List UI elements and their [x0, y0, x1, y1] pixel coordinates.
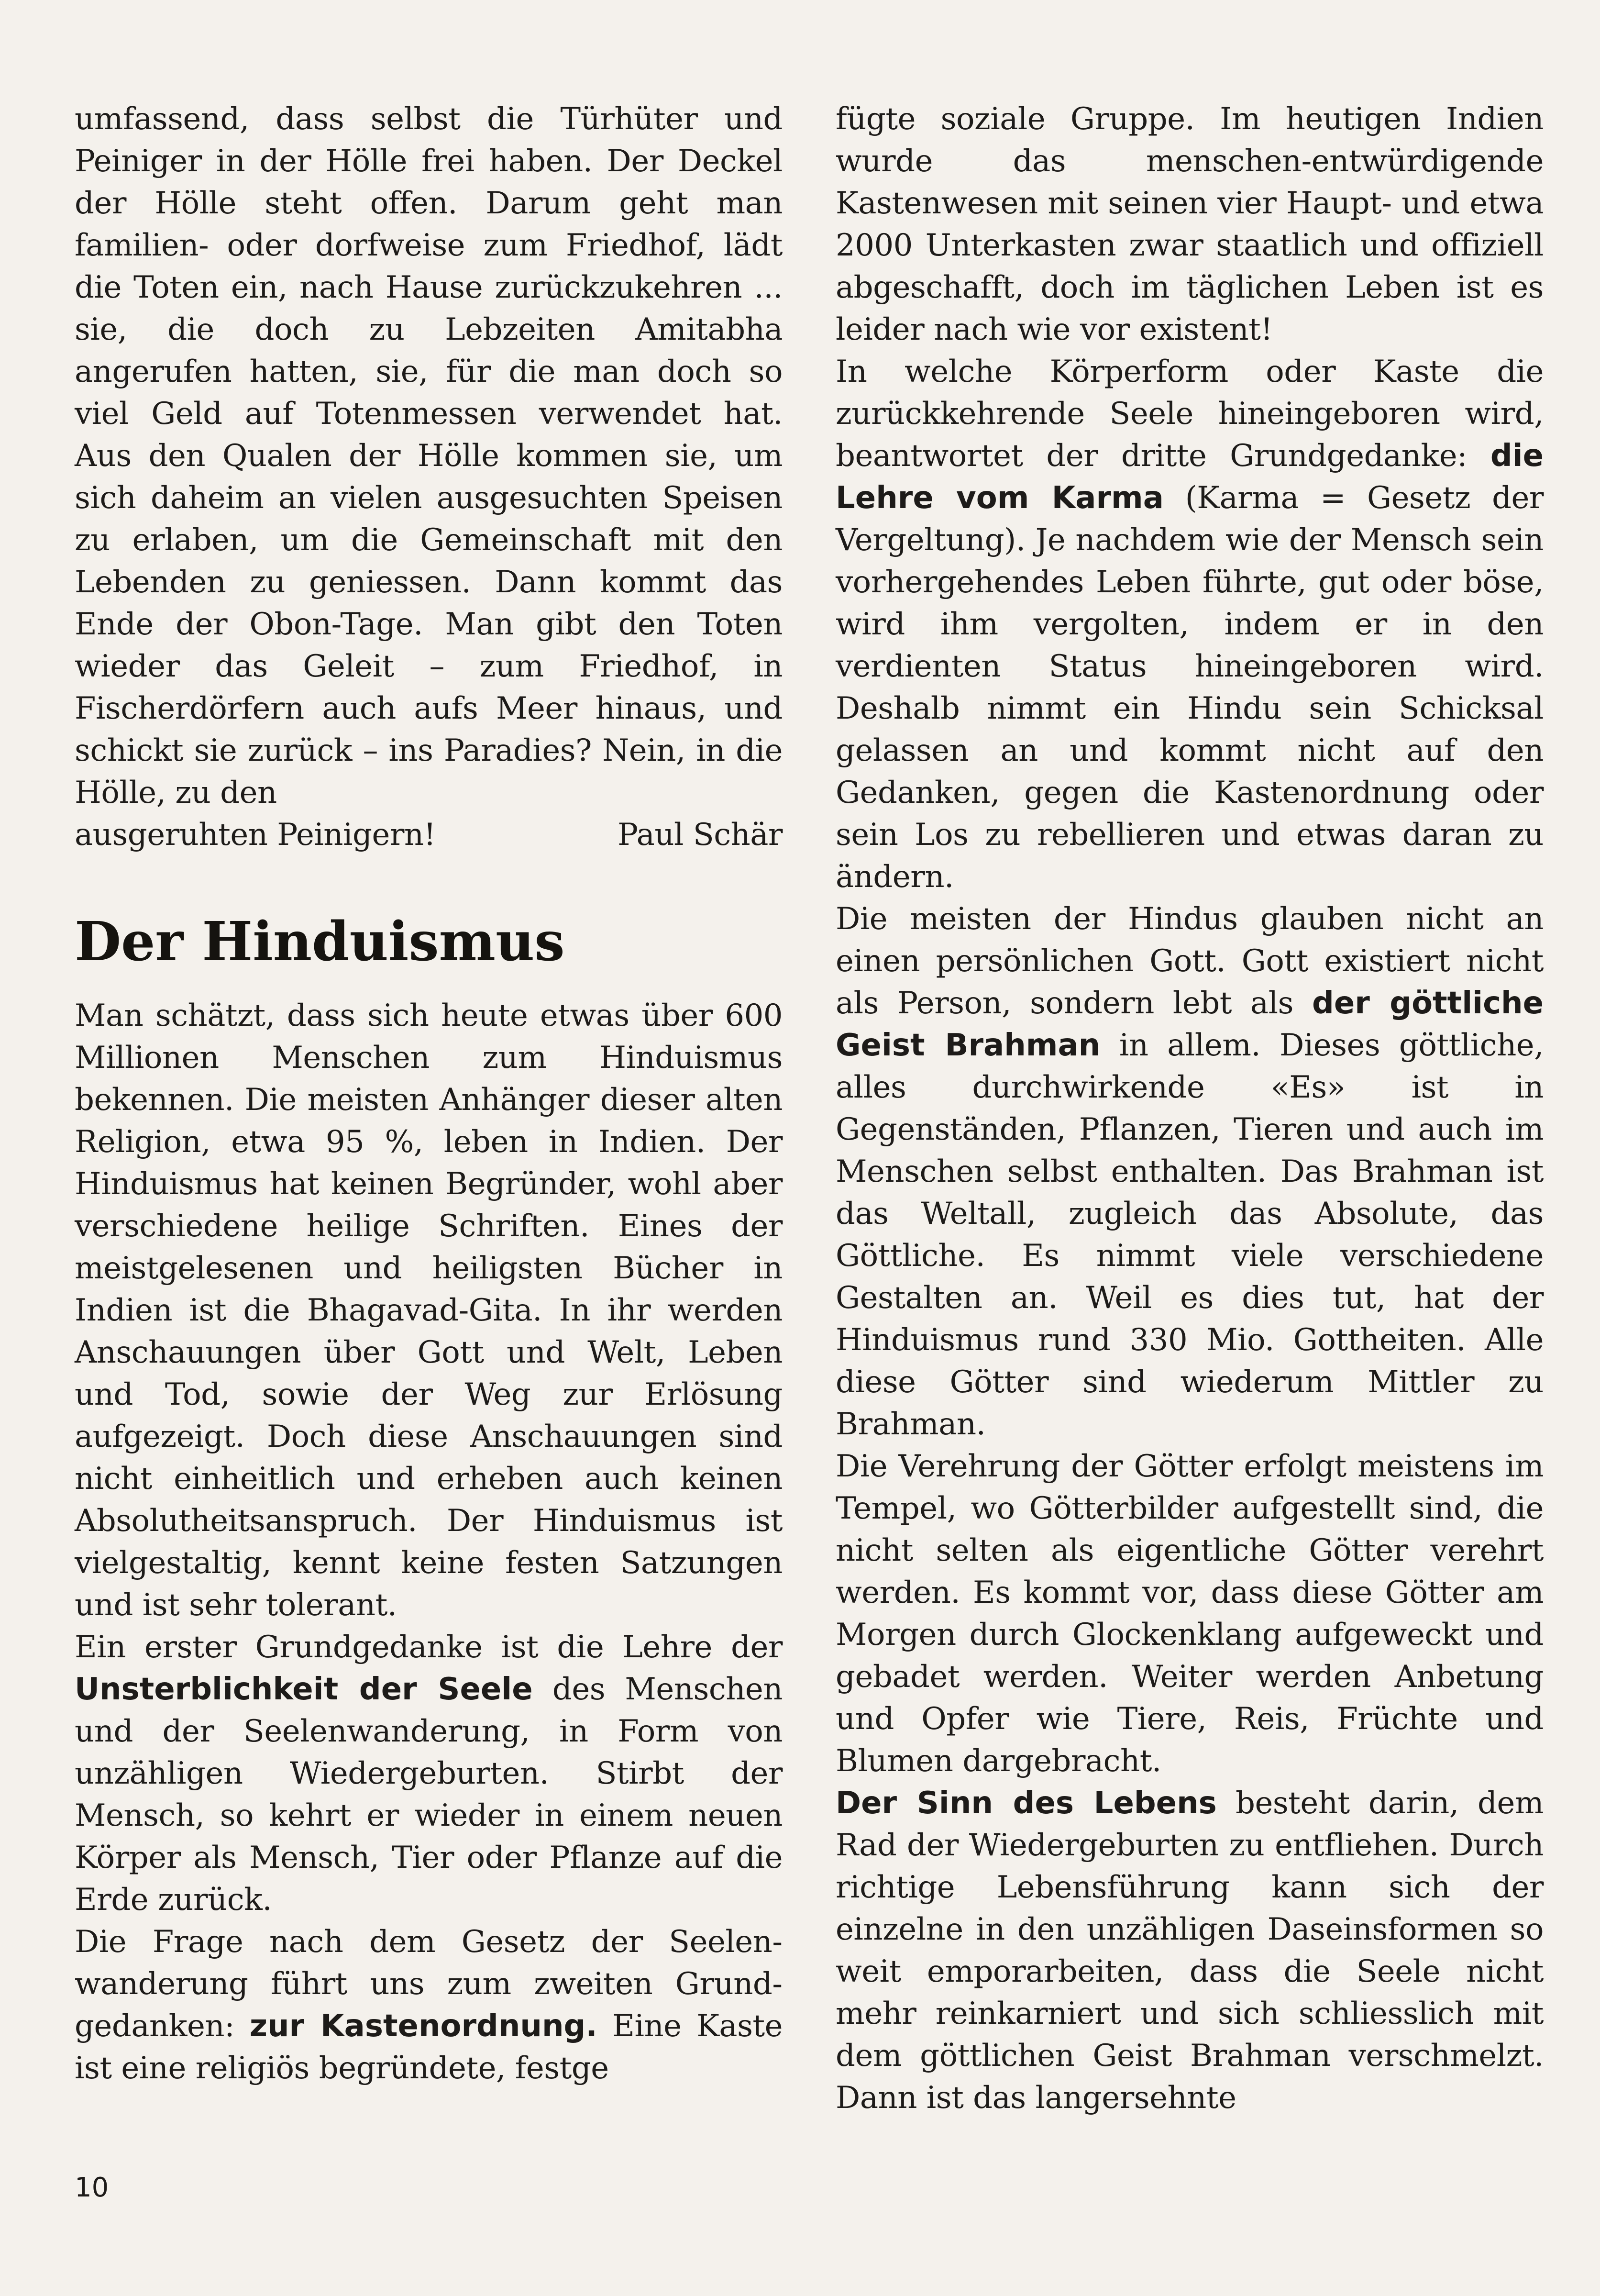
paragraph-meaning-of-life	[836, 1782, 1544, 2119]
text: Ein erster Grundgedanke ist die Lehre der	[75, 1630, 783, 1665]
paragraph-social-group: fügte soziale Gruppe. Im heutigen Indien wurde das menschen-entwürdigende Kastenwesen mit seinen vier Haupt- und etwa 2000 Unterkasten zwar staatlich und offiziell abgeschafft, doch im täglichen Leben ist es leider nach wie vor existent!	[836, 101, 1544, 347]
text: (Karma = Gesetz der Vergeltung). Je nachdem wie der Mensch sein vorhergehendes Leben führte, gut oder böse, wird ihm vergolten, indem er in den verdienten Status hineingeboren wird. Deshalb nimmt ein Hindu sein Schicksal gelassen an und kommt nicht auf den Gedanken, gegen die Kastenordnung oder sein Los zu rebellieren und etwas daran zu ändern.	[836, 480, 1544, 895]
intro-paragraph	[75, 98, 783, 814]
page-number: 10	[75, 2172, 109, 2203]
bold-term-meaning-of-life: Der Sinn des Lebens	[836, 1786, 1217, 1821]
text: in allem. Dieses göttliche, alles durchwirkende «Es» ist in Gegenständen, Pflanzen, Tieren und auch im Menschen selbst enthalten. Das Brahman ist das Weltall, zugleich das Absolute, das Göttliche. Es nimmt viele verschiedene Gestalten an. Weil es dies tut, hat der Hinduismus rund 330 Mio. Gottheiten. Alle diese Götter sind wiederum Mittler zu Brahman.	[836, 1028, 1544, 1442]
bold-term-caste: zur Kastenordnung.	[249, 2008, 597, 2044]
text: In welche Körperform oder Kaste die zurückkehrende Seele hineingeboren wird, beantwortet der dritte Grundgedanke:	[836, 354, 1544, 474]
bold-term-immortality: Unsterblichkeit der Seele	[75, 1672, 533, 1707]
section-heading: Der Hinduismus	[75, 910, 565, 973]
paragraph-immortality	[75, 1626, 783, 1921]
left-column	[75, 98, 783, 2089]
text: des Menschen und der Seelenwanderung, in Form von unzähligen Wiedergeburten. Stirbt der Mensch, so kehrt er wieder in einem neuen Körper als Mensch, Tier oder Pflanze auf die Erde zurück.	[75, 1672, 783, 1918]
bold-term-karma: die Lehre vom Karma	[836, 438, 1544, 516]
text: besteht darin, dem Rad der Wiedergeburten zu entfliehen. Durch richtige Lebensführung kann sich der einzelne in den unzähligen Daseinsformen so weit emporarbeiten, dass die Seele nicht mehr reinkarniert und sich schliesslich mit dem göttlichen Geist Brahman verschmelzt. Dann ist das langersehnte	[836, 1786, 1544, 2116]
paragraph-worship: Die Verehrung der Götter erfolgt meistens im Tempel, wo Götterbilder aufgestellt sind, die nicht selten als eigentliche Götter verehrt werden. Es kommt vor, dass diese Götter am Morgen durch Glockenklang aufgeweckt und gebadet werden. Weiter werden Anbetung und Opfer wie Tiere, Reis, Früchte und Blumen dargebracht.	[836, 1449, 1544, 1779]
bold-term-brahman: der göttliche Geist Brahman	[836, 986, 1544, 1063]
right-column	[836, 98, 1544, 2119]
paragraph-intro-hinduism: Man schätzt, dass sich heute etwas über 600 Millionen Menschen zum Hinduismus bekennen. Die meisten Anhänger dieser alten Religion, etwa 95 %, leben in Indien. Der Hinduismus hat keinen Begründer, wohl aber verschiedene heilige Schriften. Eines der meistgelesenen und heiligsten Bücher in Indien ist die Bhagavad-Gita. In ihr werden Anschauungen über Gott und Welt, Leben und Tod, sowie der Weg zur Erlösung aufgezeigt. Doch diese Anschauungen sind nicht einheitlich und erheben auch keinen Absolutheitsanspruch. Der Hinduismus ist vielgestaltig, kennt keine festen Satzungen und ist sehr tolerant.	[75, 998, 783, 1623]
text: Die Frage nach dem Gesetz der Seelenwanderung führt uns zum zweiten Grundgedanken:	[75, 1924, 783, 2044]
intro-text: umfassend, dass selbst die Türhüter und Peiniger in der Hölle frei haben. Der Deckel der Hölle steht offen. Darum geht man familien- oder dorfweise zum Friedhof, lädt die Toten ein, nach Hause zurückzukehren ... sie, die doch zu Lebzeiten Amitabha angerufen hatten, sie, für die man doch so viel Geld auf Totenmessen verwendet hat. Aus den Qualen der Hölle kommen sie, um sich daheim an vielen ausgesuchten Speisen zu erlaben, um die Gemeinschaft mit den Lebenden zu geniessen. Dann kommt das Ende der Obon-Tage. Man gibt den Toten wieder das Geleit – zum Friedhof, in Fischerdörfern auch aufs Meer hinaus, und schickt sie zurück – ins Paradies? Nein, in die Hölle, zu den	[75, 101, 783, 810]
signature-line	[75, 814, 783, 856]
paragraph-brahman	[836, 898, 1544, 1445]
author-signature: Paul Schär	[617, 817, 783, 853]
text: Eine Kaste ist eine religiös begründete, festge	[75, 2008, 783, 2086]
paragraph-karma	[836, 351, 1544, 898]
paragraph-caste	[75, 1921, 783, 2089]
intro-last-line: ausgeruhten Peinigern!	[75, 817, 436, 853]
text: Die meisten der Hindus glauben nicht an einen persönlichen Gott. Gott existiert nicht als Person, sondern lebt als	[836, 901, 1544, 1021]
